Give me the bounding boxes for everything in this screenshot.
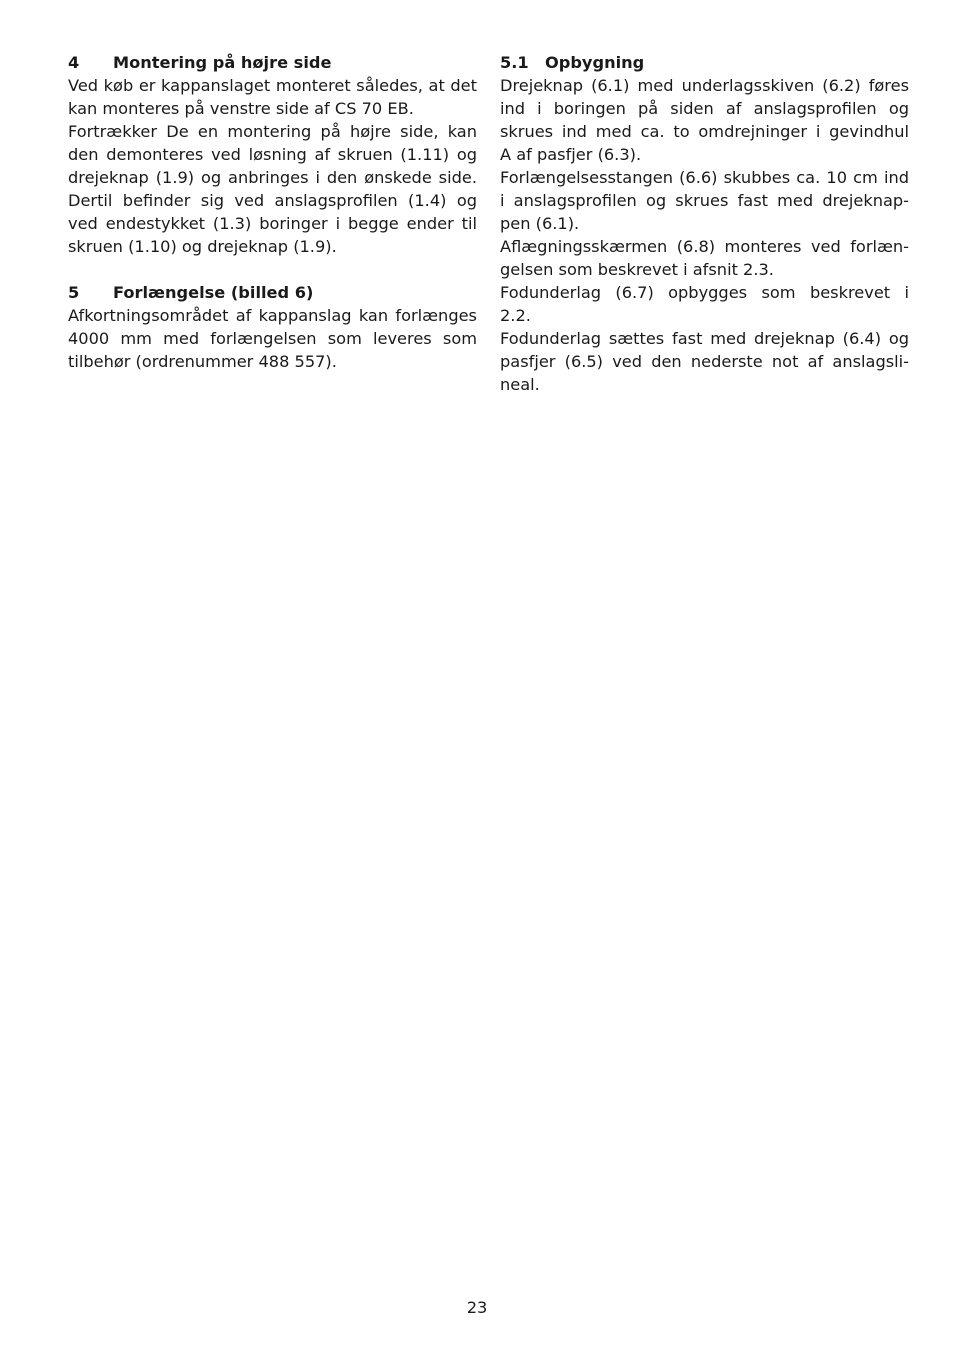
page-number: 23 [466, 1298, 488, 1317]
body-line: den demonteres ved løsning af skruen (1.11) og [68, 145, 477, 164]
body-line: drejeknap (1.9) og anbringes i den ønskede side. [68, 168, 477, 187]
body-line: Drejeknap (6.1) med underlagsskiven (6.2) føres [500, 76, 909, 95]
section-5-body [68, 304, 477, 373]
section-5-title: Forlængelse (billed 6) [113, 283, 314, 302]
body-line: i anslagsprofilen og skrues fast med drejeknap- [500, 191, 909, 210]
section-4-body [68, 74, 477, 258]
body-line: ved endestykket (1.3) boringer i begge ender til [68, 214, 477, 233]
section-5-heading [68, 281, 477, 304]
left-column [68, 51, 477, 373]
section-spacer [68, 258, 477, 281]
body-line: Dertil befinder sig ved anslagsprofilen (1.4) og [68, 191, 477, 210]
section-4-number: 4 [68, 53, 80, 72]
body-line: pasfjer (6.5) ved den nederste not af anslagsli- [500, 352, 909, 371]
body-line: Fortrækker De en montering på højre side, kan [68, 122, 477, 141]
body-line: A af pasfjer (6.3). [500, 145, 642, 164]
body-line: tilbehør (ordrenummer 488 557). [68, 352, 337, 371]
section-5-1-body [500, 74, 909, 396]
body-line: 2.2. [500, 306, 531, 325]
section-4-title: Montering på højre side [113, 53, 332, 72]
body-line: Aflægningsskærmen (6.8) monteres ved forlæn- [500, 237, 909, 256]
body-line: skrues ind med ca. to omdrejninger i gevindhul [500, 122, 909, 141]
body-line: Afkortningsområdet af kappanslag kan forlænges [68, 306, 477, 325]
body-line: gelsen som beskrevet i afsnit 2.3. [500, 260, 774, 279]
right-column [500, 51, 909, 396]
body-line: Fodunderlag sættes fast med drejeknap (6.4) og [500, 329, 909, 348]
body-line: Fodunderlag (6.7) opbygges som beskrevet i [500, 283, 909, 302]
section-5-1-number: 5.1 [500, 53, 529, 72]
body-line: skruen (1.10) og drejeknap (1.9). [68, 237, 337, 256]
body-line: pen (6.1). [500, 214, 580, 233]
section-5-1-heading [500, 51, 909, 74]
section-5-number: 5 [68, 283, 80, 302]
body-line: neal. [500, 375, 540, 394]
body-line: Forlængelsesstangen (6.6) skubbes ca. 10 cm ind [500, 168, 909, 187]
body-line: Ved køb er kappanslaget monteret således, at det [68, 76, 477, 95]
body-line: ind i boringen på siden af anslagsprofilen og [500, 99, 909, 118]
section-4-heading [68, 51, 477, 74]
body-line: kan monteres på venstre side af CS 70 EB. [68, 99, 414, 118]
body-line: 4000 mm med forlængelsen som leveres som [68, 329, 477, 348]
section-5-1-title: Opbygning [545, 53, 645, 72]
